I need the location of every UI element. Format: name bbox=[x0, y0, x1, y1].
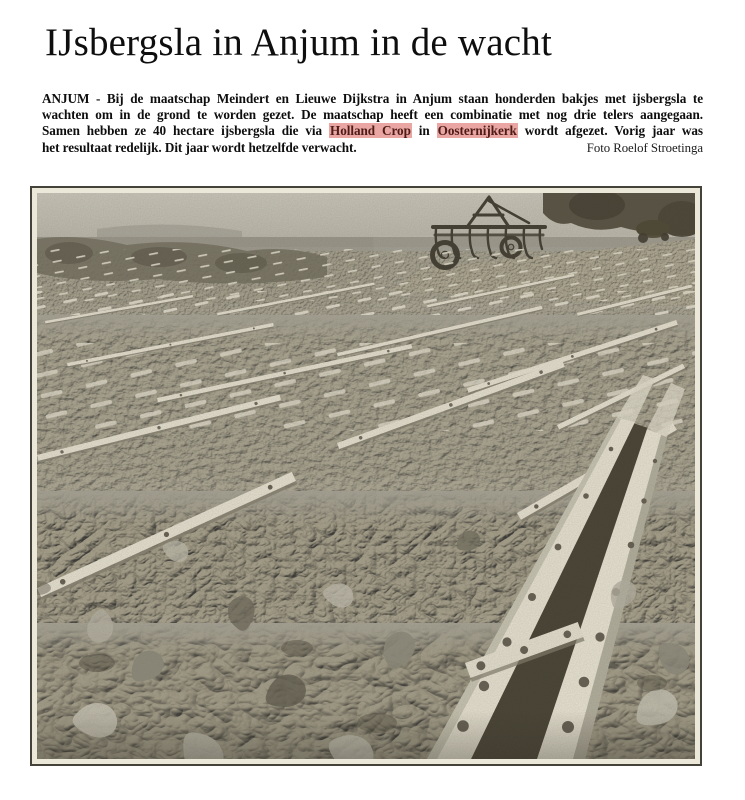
line3-text-a: Samen hebben ze 40 hectare ijsbergsla die via bbox=[42, 123, 329, 139]
headline: IJsbergsla in Anjum in de wacht bbox=[45, 21, 552, 64]
photo-frame bbox=[30, 186, 702, 766]
intro-line-2: wachten om in de grond te worden gezet. De maatschap heeft een combinatie met nog drie telers aangegaan. bbox=[42, 107, 703, 123]
highlight-oosternijkerk: Oosternijkerk bbox=[437, 123, 517, 139]
intro-line-3 bbox=[42, 123, 703, 139]
lettuce-field-photo bbox=[37, 193, 695, 759]
intro-line-1: ANJUM - Bij de maatschap Meindert en Lieuwe Dijkstra in Anjum staan honderden bakjes met ijsbergsla te bbox=[42, 91, 703, 106]
highlight-holland-crop: Holland Crop bbox=[329, 123, 411, 139]
intro-line-4 bbox=[42, 140, 703, 156]
line3-text-c: wordt afgezet. Vorig jaar was bbox=[517, 123, 703, 139]
intro-paragraph bbox=[42, 91, 703, 156]
photo-grain bbox=[37, 193, 695, 759]
line3-text-b: in bbox=[411, 123, 437, 139]
intro-line-4-text: het resultaat redelijk. Dit jaar wordt hetzelfde verwacht. bbox=[42, 139, 357, 155]
photo-credit: Foto Roelof Stroetinga bbox=[586, 140, 703, 155]
